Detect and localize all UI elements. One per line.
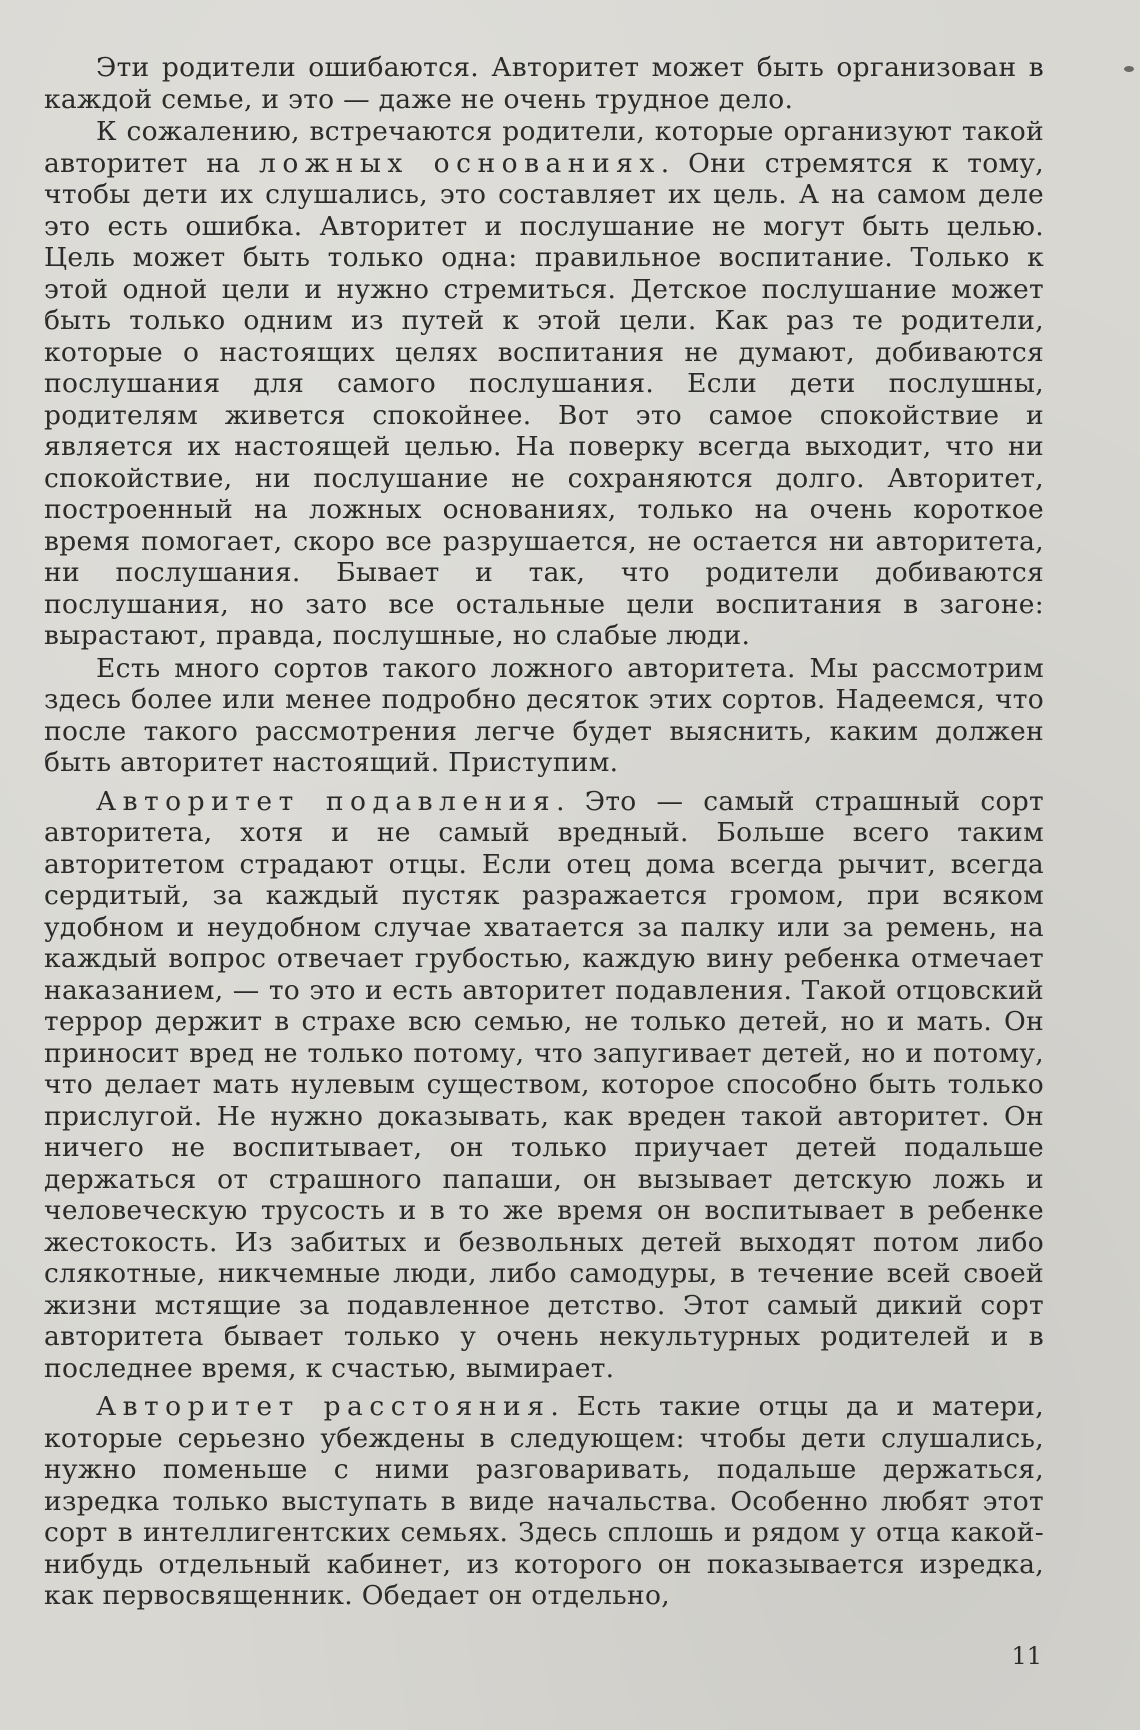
heading-authority-of-distance: Авторитет расстояния: [96, 1391, 551, 1422]
paragraph-3: [44, 653, 1044, 779]
paragraph-5: [44, 1391, 1044, 1612]
paragraph-5-text: . Есть такие отцы да и матери, которые серьезно убеждены в следующем: чтобы дети слушались, нужно поменьше с ними разговаривать, подальше держаться, изредка только выступать в виде начальства. Особенно любят этот сорт в интеллигентских семьях. Здесь сплошь и рядом у отца какой-нибудь отдельный кабинет, из которого он показывается изредка, как первосвященник. Обедает он отдельно,: [44, 1391, 1044, 1611]
paragraph-3-text: Есть много сортов такого ложного авторитета. Мы рассмотрим здесь более или менее подробно десяток этих сортов. Надеемся, что после такого рассмотрения легче будет выяснить, каким должен быть авторитет настоящий. Приступим.: [44, 652, 1044, 778]
paragraph-1-text: Эти родители ошибаются. Авторитет может быть организован в каждой семье, и это — даже не очень трудное дело.: [44, 52, 1044, 115]
paragraph-2-text-a: К сожалению, встречаются родители, которые организуют такой авторитет на: [44, 116, 1044, 179]
heading-authority-of-suppression: Авторитет подавления: [96, 785, 557, 817]
paragraph-2-text-b: . Они стремятся к тому, чтобы дети их слушались, это составляет их цель. А на самом деле это есть ошибка. Авторитет и послушание не могут быть целью. Цель может быть только одна: правильное воспитание. Только к этой одной цели и нужно стремиться. Детское послушание может быть только одним из путей к этой цели. Как раз те родители, которые о настоящих целях воспитания не думают, добиваются послушания для самого послушания. Если дети послушны, родителям живется спокойнее. Вот это самое спокойствие и является их настоящей целью. На поверку всегда выходит, что ни спокойствие, ни послушание не сохраняются долго. Авторитет, построенный на ложных основаниях, только на очень короткое время помогает, скоро все разрушается, не остается ни авторитета, ни послушания. Бывает и так, что родители добиваются послушания, но зато все остальные цели воспитания в загоне: вырастают, правда, послушные, но слабые люди.: [44, 147, 1044, 651]
scan-mark: [1124, 66, 1134, 72]
paragraph-4-text: . Это — самый страшный сорт авторитета, хотя и не самый вредный. Больше всего таким авторитетом страдают отцы. Если отец дома всегда рычит, всегда сердитый, за каждый пустяк разражается громом, при всяком удобном и неудобном случае хватается за палку или за ремень, на каждый вопрос отвечает грубостью, каждую вину ребенка отмечает наказанием, — то это и есть авторитет подавления. Такой отцовский террор держит в страхе всю семью, не только детей, но и мать. Он приносит вред не только потому, что запугивает детей, но и потому, что делает мать нулевым существом, которое способно быть только прислугой. Не нужно доказывать, как вреден такой авторитет. Он ничего не воспитывает, он только приучает детей подальше держаться от страшного папаши, он вызывает детскую ложь и человеческую трусость и в то же время он воспитывает в ребенке жестокость. Из забитых и безвольных детей выходят потом либо слякотные, никчемные люди, либо самодуры, в течение всей своей жизни мстящие за подавленное детство. Этот самый дикий сорт авторитета бывает только у очень некультурных родителей и в последнее время, к счастью, вымирает.: [44, 785, 1044, 1384]
paragraph-1: [44, 52, 1044, 115]
page-number: 11: [1011, 1642, 1042, 1670]
emphasis-false-foundations: ложных основаниях: [258, 147, 661, 179]
page-body: [44, 52, 1044, 1612]
paragraph-2: [44, 116, 1044, 652]
paragraph-4: [44, 786, 1044, 1385]
